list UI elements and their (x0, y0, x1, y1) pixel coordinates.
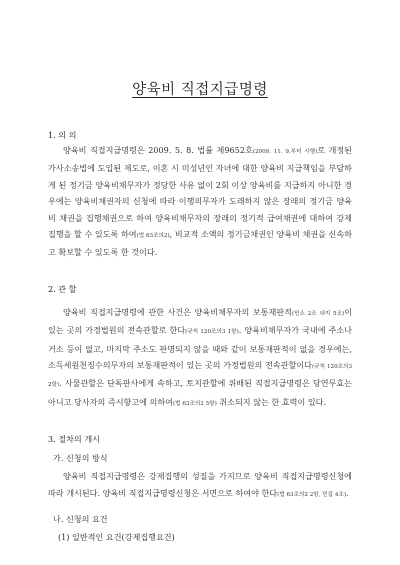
document-body (48, 128, 352, 544)
document-title-text: 양육비 직접지급명령 (132, 82, 268, 98)
section-heading: 2. 관 할 (48, 283, 77, 294)
section-heading: 1. 의 의 (48, 130, 77, 140)
section-paragraph: 양육비 직접지급명령에 관한 사건은 양육비채무자의 보통재판적(민소 2조 내지 5조)이 있는 곳의 가정법원의 전속관할로 한다(규칙 120조의3 1항). 양육비채무자가 국내에 주소나 거소 등이 없고, 마지막 주소도 판명되지 않을 때와 같이 보통재판적이 없을 경우에는, 소득세원천징수의무자의 보통재판적이 있는 곳의 가정법원의 전속관할이다(규칙 120조의3 2항). 사물관할은 단독판사에게 속하고, 토지관할에 위배된 직접지급명령은 당연무효는 아니고 당사자의 즉시항고에 의하여(법 63조의2 5항) 취소되지 않는 한 효력이 있다. (48, 306, 353, 407)
document-title (0, 81, 400, 99)
section-paragraph: 양육비 직접지급명령은 강제집행의 성질을 가지므로 양육비 직접지급명령신청에 따라 개시된다. 양육비 직접지급명령신청은 서면으로 하여야 한다(법 63조의2 2항, 민집 4조). (48, 471, 352, 498)
section-paragraph: 양육비 직접지급명령은 2009. 5. 8. 법률 제9652호(2009. 11. 9.부터 시행)로 개정된 가사소송법에 도입된 제도로, 이혼 시 미성년인 자녀에 대한 양육비 지급책임을 부담하게 된 정기금 양육비채무자가 정당한 사유 없이 2회 이상 양육비를 지급하지 아니한 경우에는 양육비채권자의 신청에 따라 이행의무자가 도래하지 않은 장래의 정기금 양육비 채권을 집행채권으로 하여 양육비채무자의 장래의 정기적 급여채권에 대하여 강제집행을 할 수 있도록 하여(법 63조의2), 비교적 소액의 정기금채권인 양육비 채권을 신속하고 확보할 수 있도록 한 것이다. (48, 145, 353, 258)
subsubsection-heading: (1) 일반적인 요건(강제집행요건) (58, 532, 175, 543)
section-heading: 3. 절차의 개시 (48, 434, 100, 445)
subsection-heading: 나. 신청의 요건 (53, 514, 108, 525)
subsection-heading: 가. 신청의 방식 (53, 453, 108, 464)
